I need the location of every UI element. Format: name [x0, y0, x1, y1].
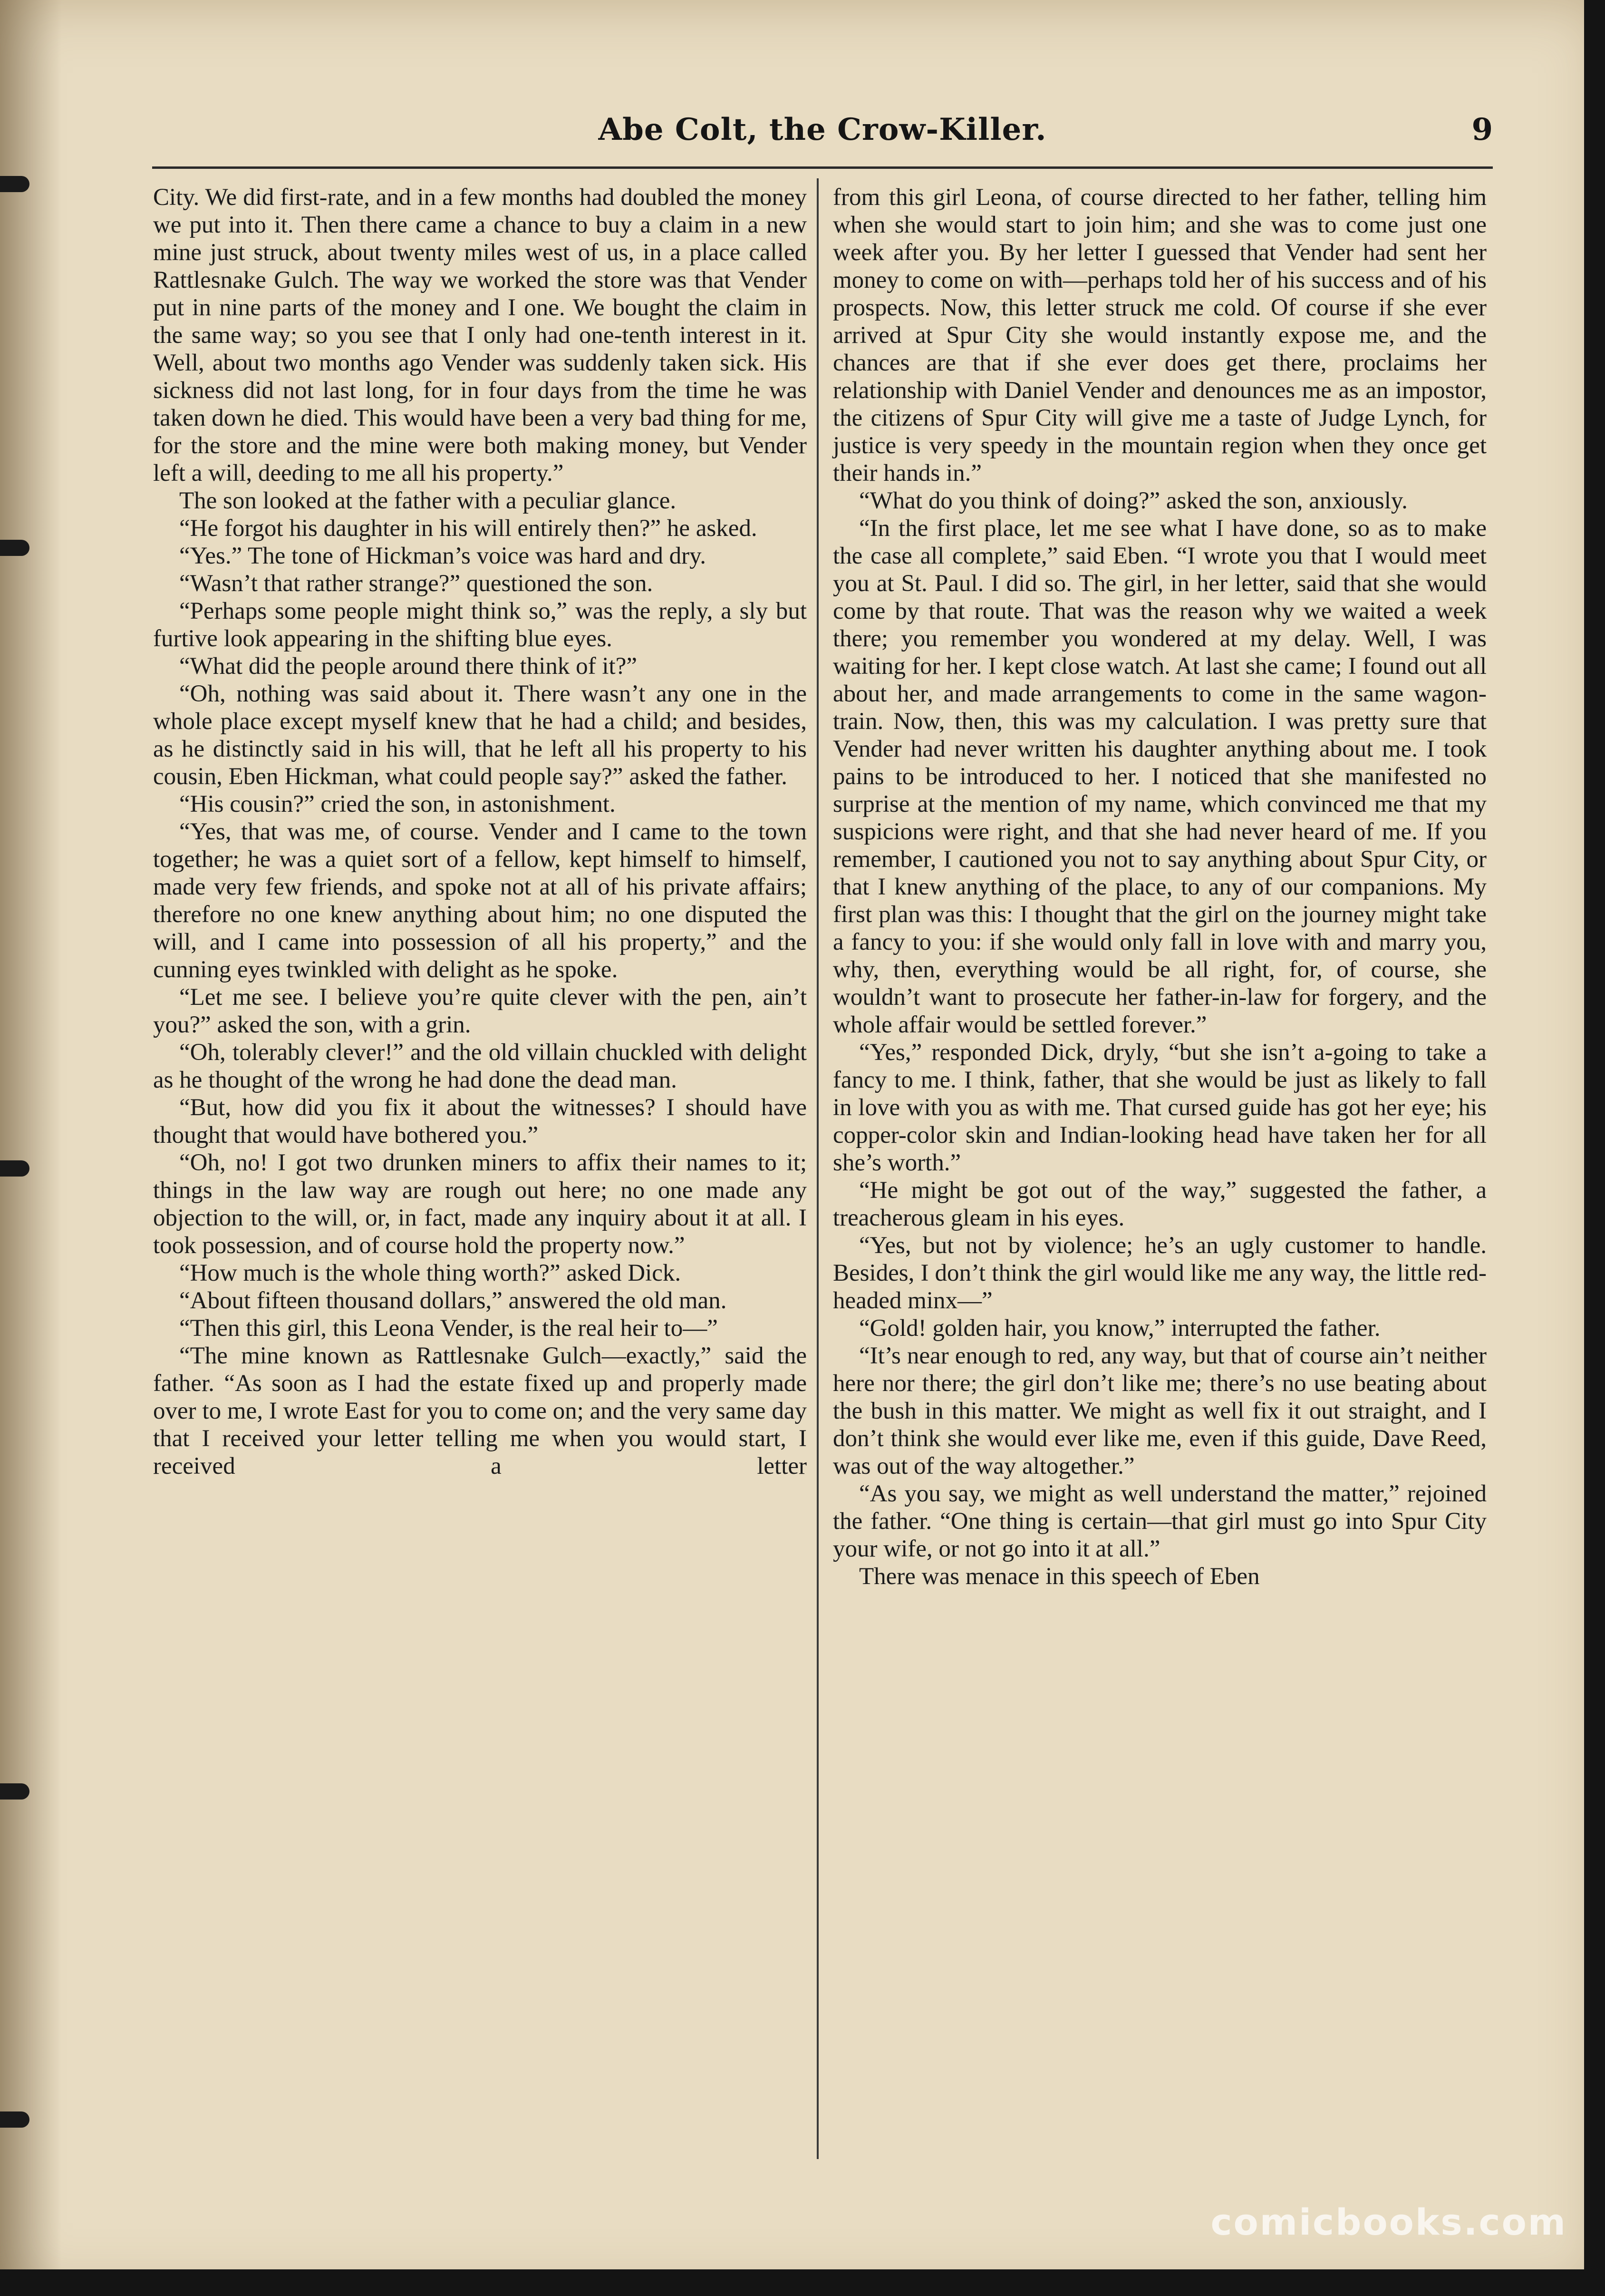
- left-column: [153, 184, 807, 1480]
- page-edge-right: [1584, 0, 1605, 2296]
- paragraph: “About fifteen thousand dollars,” answered the old man.: [179, 1287, 727, 1314]
- paragraph: “Oh, nothing was said about it. There wasn’t any one in the whole place except myself knew that he had a child; and besides, as he distinctly said in his will, that he left all his property to his cousin, Eben Hickman, what could people say?” asked the father.: [153, 681, 807, 790]
- paragraph: “As you say, we might as well understand the matter,” rejoined the father. “One thing is certain—that girl must go into Spur City your wife, or not go into it at all.”: [833, 1480, 1487, 1562]
- paragraph: “He forgot his daughter in his will entirely then?” he asked.: [179, 515, 757, 542]
- paragraph: “How much is the whole thing worth?” asked Dick.: [179, 1260, 681, 1286]
- binding-staple: [0, 540, 29, 556]
- paragraph: “It’s near enough to red, any way, but that of course ain’t neither here nor there; the girl don’t like me; there’s no use beating about the bush in this matter. We might as well fix it out straight, and I don’t think she would ever like me, even if this guide, Dave Reed, was out of the way altogether.”: [833, 1343, 1487, 1479]
- paragraph: “He might be got out of the way,” suggested the father, a treacherous gleam in his eyes.: [833, 1177, 1487, 1231]
- paragraph: “Wasn’t that rather strange?” questioned the son.: [179, 570, 653, 597]
- paragraph: “Perhaps some people might think so,” was the reply, a sly but furtive look appearing in the shifting blue eyes.: [153, 598, 807, 652]
- page-edge-bottom: [0, 2269, 1605, 2296]
- binding-staple: [0, 176, 29, 192]
- paragraph: “In the first place, let me see what I have done, so as to make the case all complete,” said Eben. “I wrote you that I would meet you at St. Paul. I did so. The girl, in her letter, said that she would come by that route. That was the reason why we waited a week there; you remember you wondered at my delay. Well, I was waiting for her. I kept close watch. At last she came; I found out all about her, and made arrangements to come in the same wagon-train. Now, then, this was my calculation. I was pretty sure that Vender had never written his daughter anything about me. I took pains to be introduced to her. I noticed that she manifested no surprise at the mention of my name, which convinced me that my suspicions were right, and that she had never heard of me. If you remember, I cautioned you not to say anything about Spur City, or that I knew anything of the place, to any of our companions. My first plan was this: I thought that the girl on the journey might take a fancy to you: if she would only fall in love with and marry you, why, then, everything would be all right, for, of course, she wouldn’t want to prosecute her father-in-law for forgery, and the whole affair would be settled forever.”: [833, 515, 1487, 1038]
- running-header: [152, 104, 1493, 156]
- binding-staple: [0, 1160, 29, 1177]
- paragraph: “Oh, tolerably clever!” and the old villain chuckled with delight as he thought of the wrong he had done the dead man.: [153, 1039, 807, 1093]
- paragraph: “Let me see. I believe you’re quite clever with the pen, ain’t you?” asked the son, with a grin.: [153, 984, 807, 1038]
- paragraph: “What do you think of doing?” asked the son, anxiously.: [859, 487, 1408, 514]
- right-column: [833, 184, 1487, 1590]
- page-number: 9: [1471, 112, 1493, 147]
- paragraph: The son looked at the father with a peculiar glance.: [179, 487, 677, 514]
- paragraph: “Yes, that was me, of course. Vender and I came to the town together; he was a quiet sort of a fellow, kept himself to himself, made very few friends, and spoke not at all of his private affairs; therefore no one knew anything about him; no one disputed the will, and I came into possession of all his property,” and the cunning eyes twinkled with delight as he spoke.: [153, 818, 807, 983]
- paragraph: “The mine known as Rattlesnake Gulch—exactly,” said the father. “As soon as I had the estate fixed up and properly made over to me, I wrote East for you to come on; and the very same day that I received your letter telling me when you would start, I received a letter: [153, 1343, 807, 1479]
- binding-staple: [0, 1783, 29, 1800]
- running-title: Abe Colt, the Crow-Killer.: [598, 112, 1047, 147]
- paragraph: “Yes, but not by violence; he’s an ugly customer to handle. Besides, I don’t think the girl would like me any way, the little red-headed minx—”: [833, 1232, 1487, 1314]
- paragraph: “What did the people around there think of it?”: [179, 653, 637, 680]
- paragraph: “Yes.” The tone of Hickman’s voice was hard and dry.: [179, 543, 706, 569]
- paragraph: “Yes,” responded Dick, dryly, “but she isn’t a-going to take a fancy to me. I think, father, that she would be just as likely to fall in love with you as with me. That cursed guide has got her eye; his copper-color skin and Indian-looking head have taken her for all she’s worth.”: [833, 1039, 1487, 1176]
- binding-staple: [0, 2111, 29, 2128]
- gutter-shadow: [0, 0, 62, 2296]
- watermark-text: comicbooks.com: [1210, 2201, 1567, 2243]
- paragraph: from this girl Leona, of course directed to her father, telling him when she would start to join him; and she was to come just one week after you. By her letter I guessed that Vender had sent her money to come on with—perhaps told her of his success and of his prospects. Now, this letter struck me cold. Of course if she ever arrived at Spur City she would instantly expose me, and the chances are that if she ever does get there, proclaims her relationship with Daniel Vender and denounces me as an impostor, the citizens of Spur City will give me a taste of Judge Lynch, for justice is very speedy in the mountain region when they once get their hands in.”: [833, 184, 1487, 486]
- paragraph: “Oh, no! I got two drunken miners to affix their names to it; things in the law way are rough out here; no one made any objection to the will, or, in fact, made any inquiry about it at all. I took possession, and of course hold the property now.”: [153, 1149, 807, 1259]
- column-divider: [817, 178, 819, 2159]
- paragraph: “Then this girl, this Leona Vender, is the real heir to—”: [179, 1315, 718, 1342]
- paragraph: “Gold! golden hair, you know,” interrupted the father.: [859, 1315, 1381, 1342]
- paragraph: City. We did first-rate, and in a few months had doubled the money we put into it. Then there came a chance to buy a claim in a new mine just struck, about twenty miles west of us, in a place called Rattlesnake Gulch. The way we worked the store was that Vender put in nine parts of the money and I one. We bought the claim in the same way; so you see that I only had one-tenth interest in it. Well, about two months ago Vender was suddenly taken sick. His sickness did not last long, for in four days from the time he was taken down he died. This would have been a very bad thing for me, for the store and the mine were both making money, but Vender left a will, deeding to me all his property.”: [153, 184, 807, 486]
- header-rule: [152, 166, 1493, 169]
- paragraph: “His cousin?” cried the son, in astonishment.: [179, 791, 616, 817]
- paragraph: “But, how did you fix it about the witnesses? I should have thought that would have bothered you.”: [153, 1094, 807, 1148]
- paragraph: There was menace in this speech of Eben: [859, 1563, 1260, 1590]
